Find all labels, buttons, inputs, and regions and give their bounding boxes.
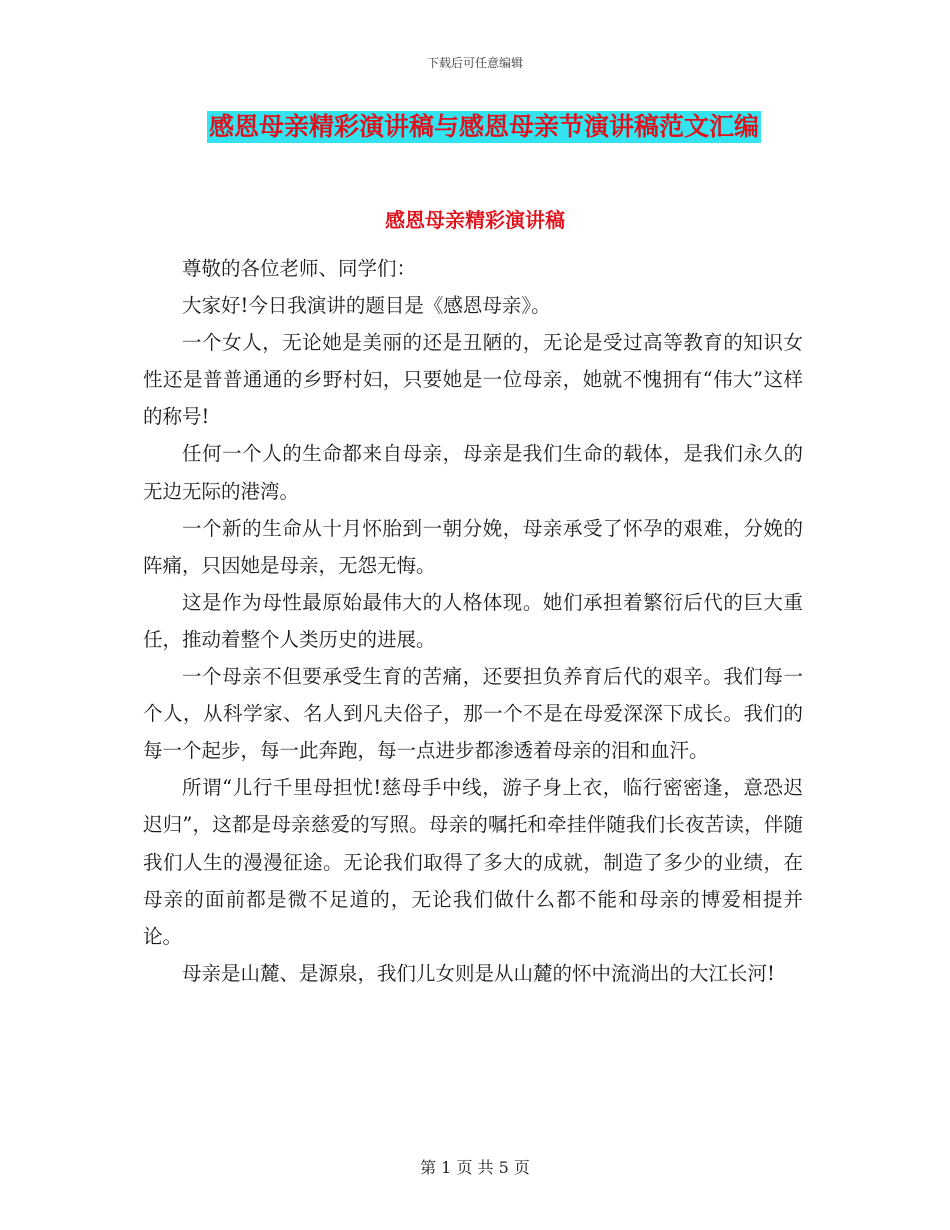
- paragraph: 这是作为母性最原始最伟大的人格体现。她们承担着繁衍后代的巨大重任，推动着整个人类历史的进展。: [143, 590, 803, 651]
- paragraph: 任何一个人的生命都来自母亲，母亲是我们生命的载体，是我们永久的无边无际的港湾。: [143, 442, 803, 503]
- main-title: 感恩母亲精彩演讲稿与感恩母亲节演讲稿范文汇编: [209, 112, 760, 141]
- header-note: 下载后可任意编辑: [426, 56, 523, 70]
- paragraph: 母亲是山麓、是源泉，我们儿女则是从山麓的怀中流淌出的大江长河!: [182, 961, 775, 985]
- section-title: 感恩母亲精彩演讲稿: [385, 208, 565, 232]
- paragraph: 一个女人，无论她是美丽的还是丑陋的，无论是受过高等教育的知识女性还是普普通通的乡野村妇，只要她是一位母亲，她就不愧拥有“伟大”这样的称号!: [143, 331, 803, 429]
- paragraph: 一个母亲不但要承受生育的苦痛，还要担负养育后代的艰辛。我们每一个人，从科学家、名人到凡夫俗子，那一个不是在母爱深深下成长。我们的每一个起步，每一此奔跑，每一点进步都渗透着母亲的泪和血汗。: [143, 665, 803, 763]
- page-number: 第 1 页 共 5 页: [420, 1158, 530, 1177]
- paragraph: 大家好!今日我演讲的题目是《感恩母亲》。: [182, 294, 551, 318]
- paragraph: 一个新的生命从十月怀胎到一朝分娩，母亲承受了怀孕的艰难，分娩的阵痛，只因她是母亲，无怨无悔。: [143, 516, 803, 577]
- speech-body: [143, 250, 803, 992]
- paragraph: 所谓“儿行千里母担忧!慈母手中线，游子身上衣，临行密密逢，意恐迟迟归”，这都是母亲慈爱的写照。母亲的嘱托和牵挂伴随我们长夜苦读，伴随我们人生的漫漫征途。无论我们取得了多大的成就，制造了多少的业绩，在母亲的面前都是微不足道的，无论我们做什么都不能和母亲的博爱相提并论。: [143, 776, 803, 948]
- paragraph: 尊敬的各位老师、同学们：: [182, 257, 417, 280]
